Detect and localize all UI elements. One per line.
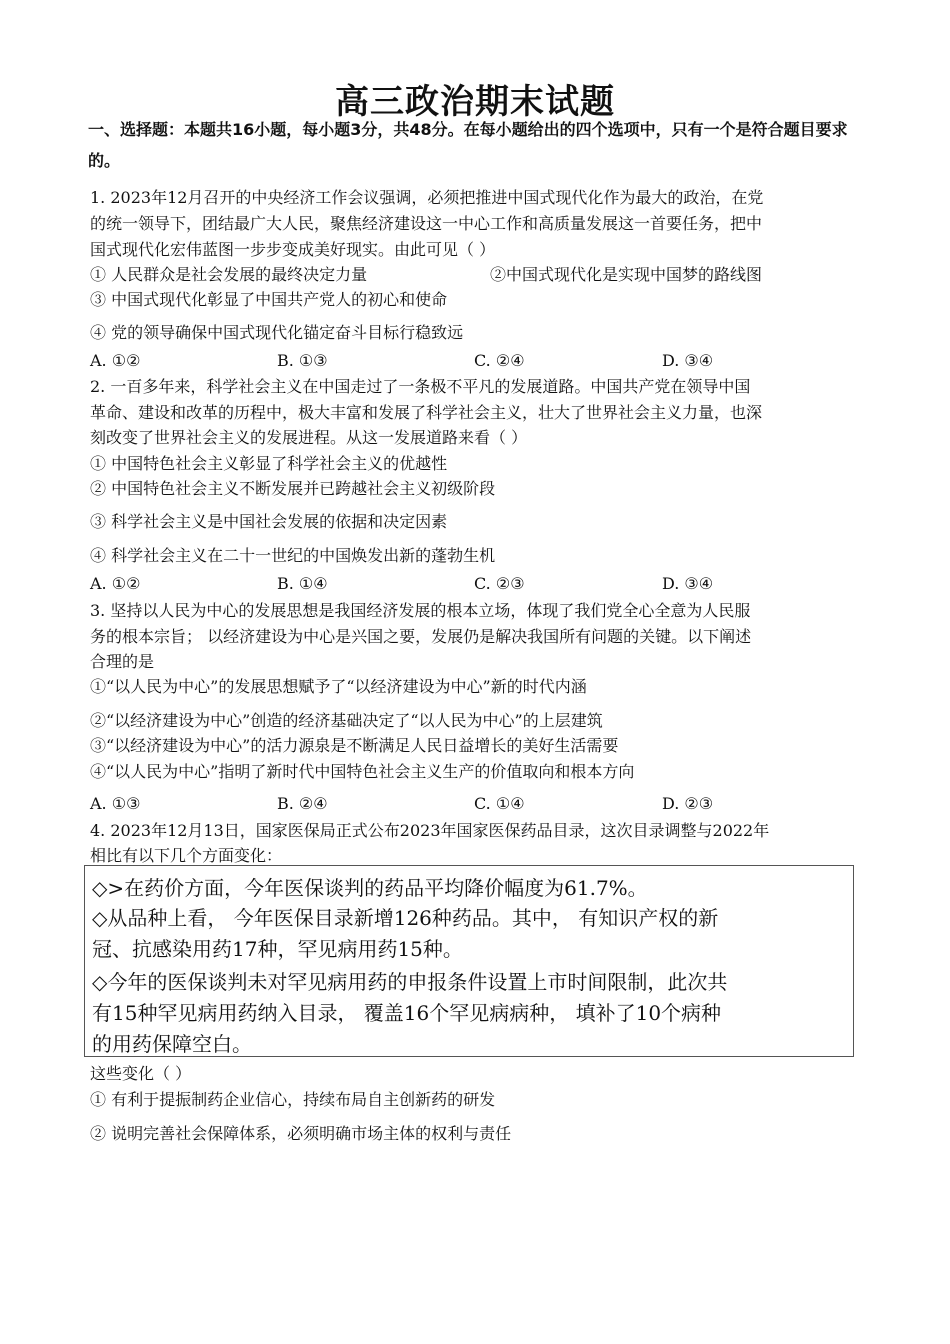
q4-after-text: 这些变化（ ）: [90, 1064, 192, 1083]
q1-statement-4: ④ 党的领导确保中国式现代化锚定奋斗目标行稳致远: [90, 323, 464, 342]
q3-stem-line: 合理的是: [90, 652, 155, 671]
q4-box-line: 有15种罕见病用药纳入目录， 覆盖16个罕见病病种， 填补了10个病种: [92, 1001, 722, 1025]
q4-box-line: ◇从品种上看， 今年医保目录新增126种药品。其中， 有知识产权的新: [92, 906, 719, 930]
q1-option-b[interactable]: B. ①③: [277, 351, 328, 370]
q2-option-a[interactable]: A. ①②: [90, 574, 141, 593]
q2-stem-line: 革命、建设和改革的历程中，极大丰富和发展了科学社会主义，壮大了世界社会主义力量，也深: [90, 403, 763, 422]
q4-statement-1: ① 有利于提振制药企业信心，持续布局自主创新药的研发: [90, 1090, 496, 1109]
page-title: 高三政治期末试题: [335, 82, 615, 122]
q3-statement-1: ①“以人民为中心”的发展思想赋予了“以经济建设为中心”新的时代内涵: [90, 677, 587, 696]
q1-stem-line: 国式现代化宏伟蓝图一步步变成美好现实。由此可见（ ）: [90, 240, 496, 259]
q1-statement-1: ① 人民群众是社会发展的最终决定力量: [90, 265, 368, 284]
q4-statement-2: ② 说明完善社会保障体系，必须明确市场主体的权利与责任: [90, 1124, 512, 1143]
q2-option-b[interactable]: B. ①④: [277, 574, 328, 593]
q3-option-d[interactable]: D. ②③: [662, 794, 714, 813]
q4-box-line: 的用药保障空白。: [92, 1032, 252, 1056]
q3-statement-3: ③“以经济建设为中心”的活力源泉是不断满足人民日益增长的美好生活需要: [90, 736, 619, 755]
q3-option-b[interactable]: B. ②④: [277, 794, 328, 813]
q1-option-d[interactable]: D. ③④: [662, 351, 714, 370]
q4-stem-line: 相比有以下几个方面变化：: [90, 846, 283, 865]
q3-statement-4: ④“以人民为中心”指明了新时代中国特色社会主义生产的价值取向和根本方向: [90, 762, 635, 781]
q1-stem-line: 1. 2023年12月召开的中央经济工作会议强调，必须把推进中国式现代化作为最大的政治，在党: [90, 188, 764, 207]
q1-statement-2: ②中国式现代化是实现中国梦的路线图: [490, 265, 763, 284]
q1-statement-3: ③ 中国式现代化彰显了中国共产党人的初心和使命: [90, 290, 448, 309]
q3-statement-2: ②“以经济建设为中心”创造的经济基础决定了“以人民为中心”的上层建筑: [90, 711, 603, 730]
q3-stem-line: 3. 坚持以人民为中心的发展思想是我国经济发展的根本立场，体现了我们党全心全意为人民服: [90, 601, 751, 620]
q2-statement-4: ④ 科学社会主义在二十一世纪的中国焕发出新的蓬勃生机: [90, 546, 496, 565]
q1-option-c[interactable]: C. ②④: [474, 351, 525, 370]
q2-stem-line: 2. 一百多年来，科学社会主义在中国走过了一条极不平凡的发展道路。中国共产党在领导中国: [90, 377, 751, 396]
q4-box-line: 冠、抗感染用药17种，罕见病用药15种。: [92, 937, 463, 961]
q1-option-a[interactable]: A. ①②: [90, 351, 141, 370]
q4-stem-line: 4. 2023年12月13日，国家医保局正式公布2023年国家医保药品目录，这次目录调整与2022年: [90, 821, 770, 840]
q2-statement-1: ① 中国特色社会主义彰显了科学社会主义的优越性: [90, 454, 448, 473]
section-intro: 一、选择题：本题共16小题，每小题3分，共48分。在每小题给出的四个选项中，只有一个是符合题目要求的。: [88, 120, 848, 170]
q4-box-line: ◇今年的医保谈判未对罕见病用药的申报条件设置上市时间限制，此次共: [92, 970, 728, 994]
q3-option-a[interactable]: A. ①③: [90, 794, 141, 813]
q3-stem-line: 务的根本宗旨； 以经济建设为中心是兴国之要，发展仍是解决我国所有问题的关键。以下阐述: [90, 627, 752, 646]
q3-option-c[interactable]: C. ①④: [474, 794, 525, 813]
q1-stem-line: 的统一领导下，团结最广大人民，聚焦经济建设这一中心工作和高质量发展这一首要任务，把中: [90, 214, 763, 233]
q2-stem-line: 刻改变了世界社会主义的发展进程。从这一发展道路来看（ ）: [90, 428, 528, 447]
q4-box-line: ◇>在药价方面，今年医保谈判的药品平均降价幅度为61.7%。: [92, 876, 648, 900]
q2-option-d[interactable]: D. ③④: [662, 574, 714, 593]
q2-statement-2: ② 中国特色社会主义不断发展并已跨越社会主义初级阶段: [90, 479, 496, 498]
q2-statement-3: ③ 科学社会主义是中国社会发展的依据和决定因素: [90, 512, 448, 531]
q2-option-c[interactable]: C. ②③: [474, 574, 525, 593]
